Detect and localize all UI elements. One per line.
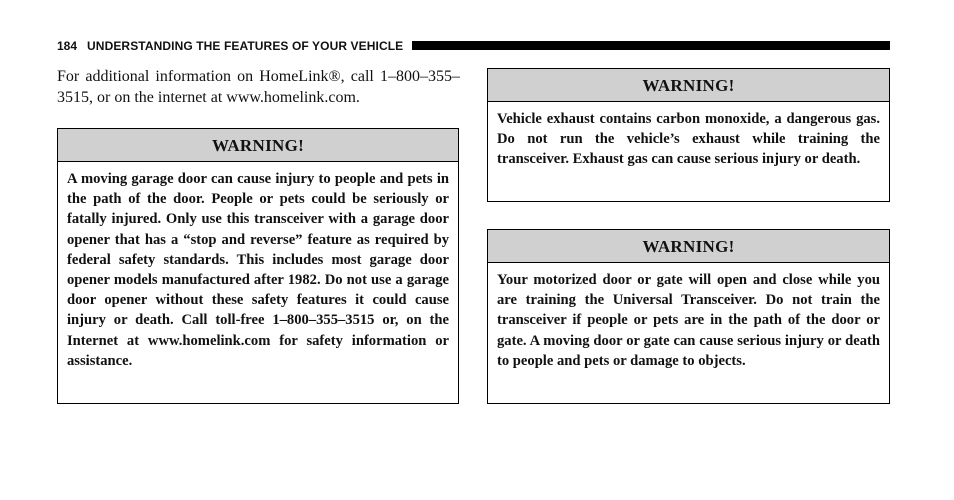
intro-paragraph: For additional information on HomeLink®, call 1–800–355–3515, or on the internet at www.homelink.com. — [57, 68, 460, 106]
section-title: UNDERSTANDING THE FEATURES OF YOUR VEHICLE — [87, 38, 404, 53]
page-header — [57, 37, 890, 54]
page-number: 184 — [57, 38, 78, 53]
warning-title: WARNING! — [488, 69, 889, 102]
warning-title: WARNING! — [488, 230, 889, 263]
warning-text: Vehicle exhaust contains carbon monoxide, a dangerous gas. Do not run the vehicle’s exhaust while training the transceiver. Exhaust gas can cause serious injury or death. — [497, 111, 880, 168]
header-rule — [412, 41, 890, 50]
exhaust-warning-box — [487, 68, 890, 202]
warning-text: A moving garage door can cause injury to people and pets in the path of the door. People or pets could be seriously or fatally injured. Only use this transceiver with a garage door opener that has a “stop and reverse” feature as required by federal safety standards. This includes most garage door opener models manufactured after 1982. Do not use a garage door opener without these safety features it could cause injury or death. Call toll-free 1–800–355–3515 or, on the Internet at www.homelink.com for safety information or assistance. — [67, 171, 449, 369]
warning-text: Your motorized door or gate will open and close while you are training the Universal Transceiver. Do not train the transceiver if people or pets are in the path of the door or gate. A moving door or gate can cause serious injury or death to people and pets or damage to objects. — [497, 272, 880, 369]
garage-door-warning-box — [57, 128, 459, 404]
motorized-door-warning-box — [487, 229, 890, 404]
warning-title: WARNING! — [58, 129, 458, 162]
